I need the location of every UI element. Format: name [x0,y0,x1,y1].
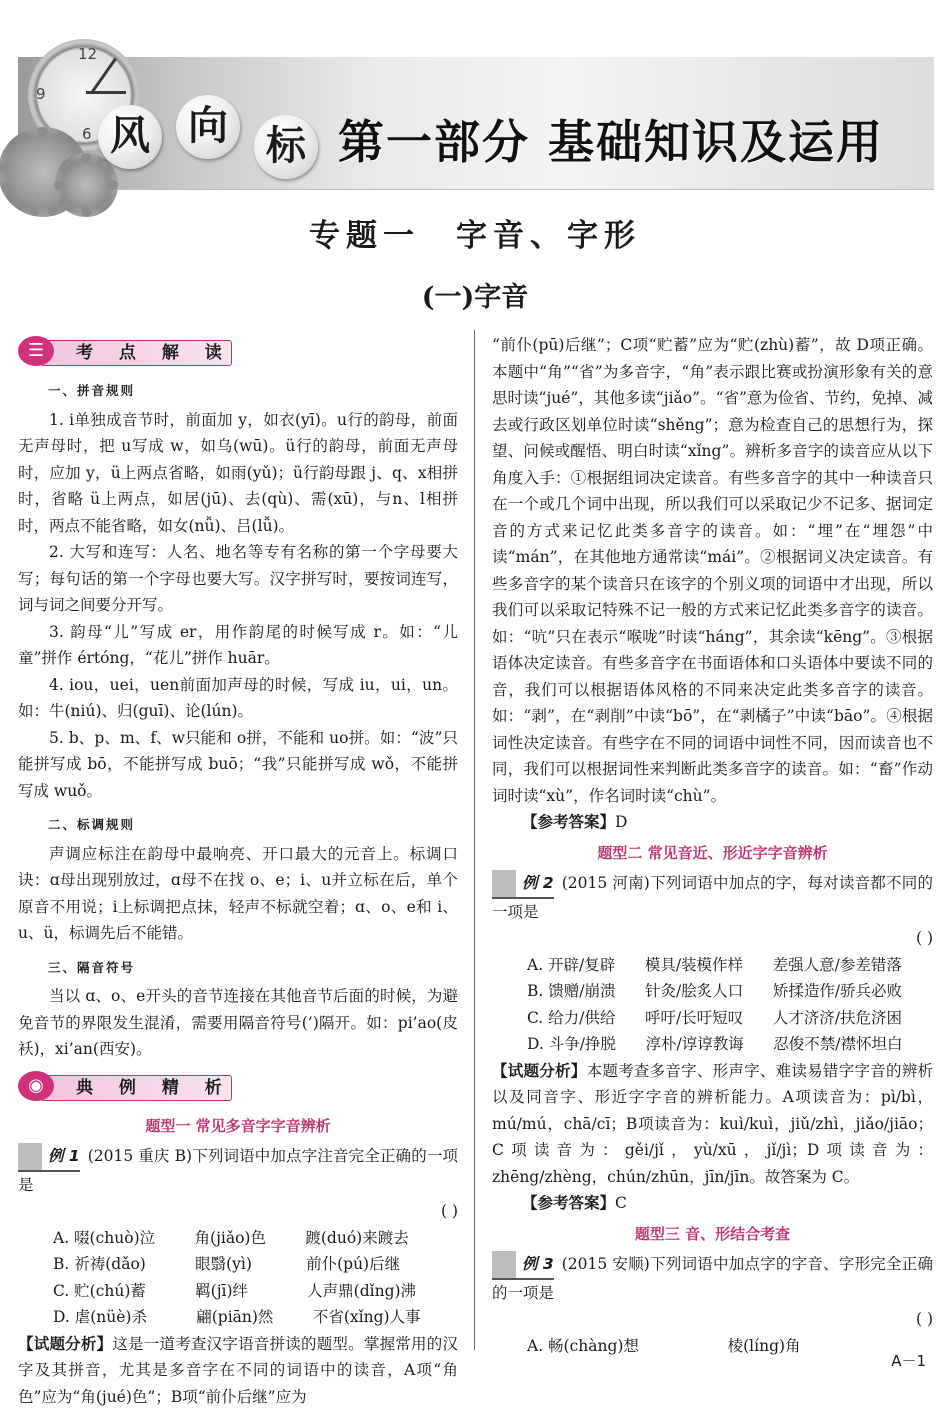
example-tag: 例 1 [18,1143,80,1172]
answer-line [492,809,933,836]
right-column [492,332,933,1359]
answer-label: 【参考答案】 [522,1193,615,1212]
section-heading [18,334,458,368]
brand-char: 风 [98,105,162,169]
page-number: A－1 [891,1350,926,1371]
answer-value: D [615,813,627,831]
topic-title [0,210,950,255]
answer-bracket: ( ) [916,925,933,952]
brand-char: 向 [176,95,240,159]
section-label: 典 例 精 析 [76,1075,232,1102]
option-line: C. 给力/供给 呼吁/长吁短叹 人才济济/扶危济困 [492,1005,933,1032]
analysis-paragraph [18,1331,458,1410]
rule-paragraph: 1. i单独成音节时，前面加 y，如衣(yī)。u行的韵母，前面无声母时，把 u写成 w，如乌(wū)。ü行的韵母，前面无声母时，应加 y，ü上两点省略，如雨(yǔ)；ü行韵母跟 j、q、x相拼时，省略 ü上两点，如居(jū)、去(qù)、需(xū)，与n、l相拼时，两点不能省略，如女(nǚ)、吕(lǚ)。 [18,407,458,540]
example-stem [492,870,933,925]
option-line: B. 馈赠/崩溃 针灸/脍炙人口 矫揉造作/骄兵必败 [492,978,933,1005]
option-line: A. 啜(chuò)泣 角(jiǎo)色 踱(duó)来踱去 [18,1225,458,1252]
example-text: (2015 河南)下列词语中加点的字，每对读音都不同的一项是 [492,874,933,921]
rule-paragraph: 声调应标注在韵母中最响亮、开口最大的元音上。标调口诀：ɑ母出现别放过，ɑ母不在找 o、e；i、u并立标在后，单个原音不用说；i上标调把点抹，轻声不标就空着；ɑ、o、e和 i、u、ü，标调先后不能错。 [18,841,458,947]
option-line: B. 祈祷(dǎo) 眼翳(yì) 前仆(pú)后继 [18,1251,458,1278]
example-stem [18,1143,458,1198]
clock-hand [86,91,126,94]
subheading: 三、隔音符号 [48,955,458,982]
example-stem [492,1251,933,1306]
analysis-continuation: “前仆(pū)后继”；C项“贮蓄”应为“贮(zhù)蓄”，故 D项正确。本题中“角”“省”为多音字，“角”表示跟比赛或扮演形象有关的意思时读“jué”，其他多读“jiǎo”。“省”意为俭省、节约，免掉、减去或行政区划单位时读“shěng”；意为检查自己的思想行为，探望、问候或醒悟、明白时读“xǐng”。辨析多音字的读音应从以下角度入手：①根据组词决定读音。有些多音字的其中一种读音只在一个或几个词中出现，所以我们可以采取记少不记多、据词定音的方式来记忆此类多音字的读音。如：“埋”在“埋怨”中读“mán”，在其他地方通常读“mái”。②根据词义决定读音。有些多音字的某个读音只在该字的个别义项的词语中才出现，所以我们可以采取记特殊不记一般的方式来记忆此类多音字的读音。如：“吭”只在表示“喉咙”时读“háng”，其余读“kēng”。③根据语体决定读音。有些多音字在书面语体和口头语体中要读不同的音，我们可以根据语体风格的不同来决定此类多音字的读音。如：“剥”，在“剥削”中读“bō”，在“剥橘子”中读“bāo”。④根据词性决定读音。有些字在不同的词语中词性不同，因而读音也不同，我们可以根据词性来判断此类多音字的读音。如：“畜”作动词时读“xù”，作名词时读“chù”。 [492,332,933,809]
rule-paragraph: 3. 韵母“儿”写成 er，用作韵尾的时候写成 r。如：“儿童”拼作 értóng，“花儿”拼作 huār。 [18,619,458,672]
rule-paragraph: 5. b、p、m、f、w只能和 o拼，不能和 uo拼。如：“波”只能拼写成 bō，不能拼写成 buō；“我”只能拼写成 wǒ，不能拼写成 wuǒ。 [18,725,458,805]
rule-paragraph: 2. 大写和连写：人名、地名等专有名称的第一个字母要大写；每句话的第一个字母也要大写。汉字拼写时，要按词连写，词与词之间要分开写。 [18,539,458,619]
rule-paragraph: 4. iou，uei，uen前面加声母的时候，写成 iu，ui，un。如：牛(niú)、归(guī)、论(lún)。 [18,672,458,725]
clock-numeral: 6 [82,125,92,143]
analysis-text: 本题考查多音字、形声字、难读易错字字音的辨析以及同音字、形近字字音的辨析能力。A项读音为：pì/bì，mú/mú，chā/cī；B项读音为：kuì/kuì，jiǔ/zhì，jiǎo/jiāo；C项读音为：gěi/jǐ，yù/xū，jǐ/jì；D项读音为：zhēng/zhèng，chún/zhūn，jīn/jīn。故答案为 C。 [492,1062,933,1186]
analysis-paragraph [492,1058,933,1191]
header-banner [18,57,934,190]
answer-value: C [615,1194,627,1212]
subheading: 一、拼音规则 [48,378,458,405]
analysis-label: 【试题分析】 [18,1334,112,1353]
brand-char: 标 [254,115,318,179]
clock-hand [90,58,117,94]
gear-icon [54,153,118,217]
answer-bracket: ( ) [916,1306,933,1333]
analysis-text: 这是一道考查汉字语音拼读的题型。掌握常用的汉字及其拼音，尤其是多音字在不同的词语中的读音，A项“角色”应为“角(jué)色”；B项“前仆后继”应为 [18,1335,458,1406]
option-line: A. 开辟/复辟 模具/装模作样 差强人意/参差错落 [492,952,933,979]
clock-numeral: 9 [36,85,46,103]
option-line: D. 虐(nüè)杀 翩(piān)然 不省(xǐng)人事 [18,1304,458,1331]
answer-bracket-line [492,1306,933,1333]
signal-icon: ◉ [18,1071,54,1101]
section-label: 考 点 解 读 [76,340,232,367]
question-type-title: 题型一 常见多音字字音辨析 [18,1113,458,1140]
column-divider [474,330,475,1350]
list-icon: ☰ [18,336,54,366]
section-heading [18,1069,458,1103]
left-column [18,332,458,1410]
answer-bracket-line [18,1198,458,1225]
rule-paragraph: 当以 ɑ、o、e开头的音节连接在其他音节后面的时候，为避免音节的界限发生混淆，需要用隔音符号(’)隔开。如：pi’ao(皮袄)，xi’an(西安)。 [18,983,458,1063]
example-text: (2015 重庆 B)下列词语中加点字注音完全正确的一项是 [18,1147,458,1194]
answer-label: 【参考答案】 [522,812,615,831]
answer-bracket-line [492,925,933,952]
question-type-title: 题型二 常见音近、形近字字音辨析 [492,840,933,867]
answer-bracket: ( ) [441,1198,458,1225]
topic-name: 字音、字形 [456,218,641,254]
topic-number: 专题一 [309,218,420,254]
answer-line [492,1190,933,1217]
example-text: (2015 安顺)下列词语中加点字的字音、字形完全正确的一项是 [492,1255,933,1302]
option-line: D. 斗争/挣脱 淳朴/谆谆教诲 忍俊不禁/襟怀坦白 [492,1031,933,1058]
option-line: A. 畅(chàng)想 棱(líng)角 [492,1333,933,1360]
clock-numeral: 12 [78,45,97,63]
question-type-title: 题型三 音、形结合考查 [492,1221,933,1248]
subheading: 二、标调规则 [48,812,458,839]
option-line: C. 贮(chú)蓄 羁(jī)绊 人声鼎(dǐng)沸 [18,1278,458,1305]
analysis-label: 【试题分析】 [492,1061,587,1080]
example-tag: 例 2 [492,870,554,899]
section-subtitle: (一)字音 [0,275,950,314]
part-title: 第一部分 基础知识及运用 [338,106,884,172]
example-tag: 例 3 [492,1251,554,1280]
